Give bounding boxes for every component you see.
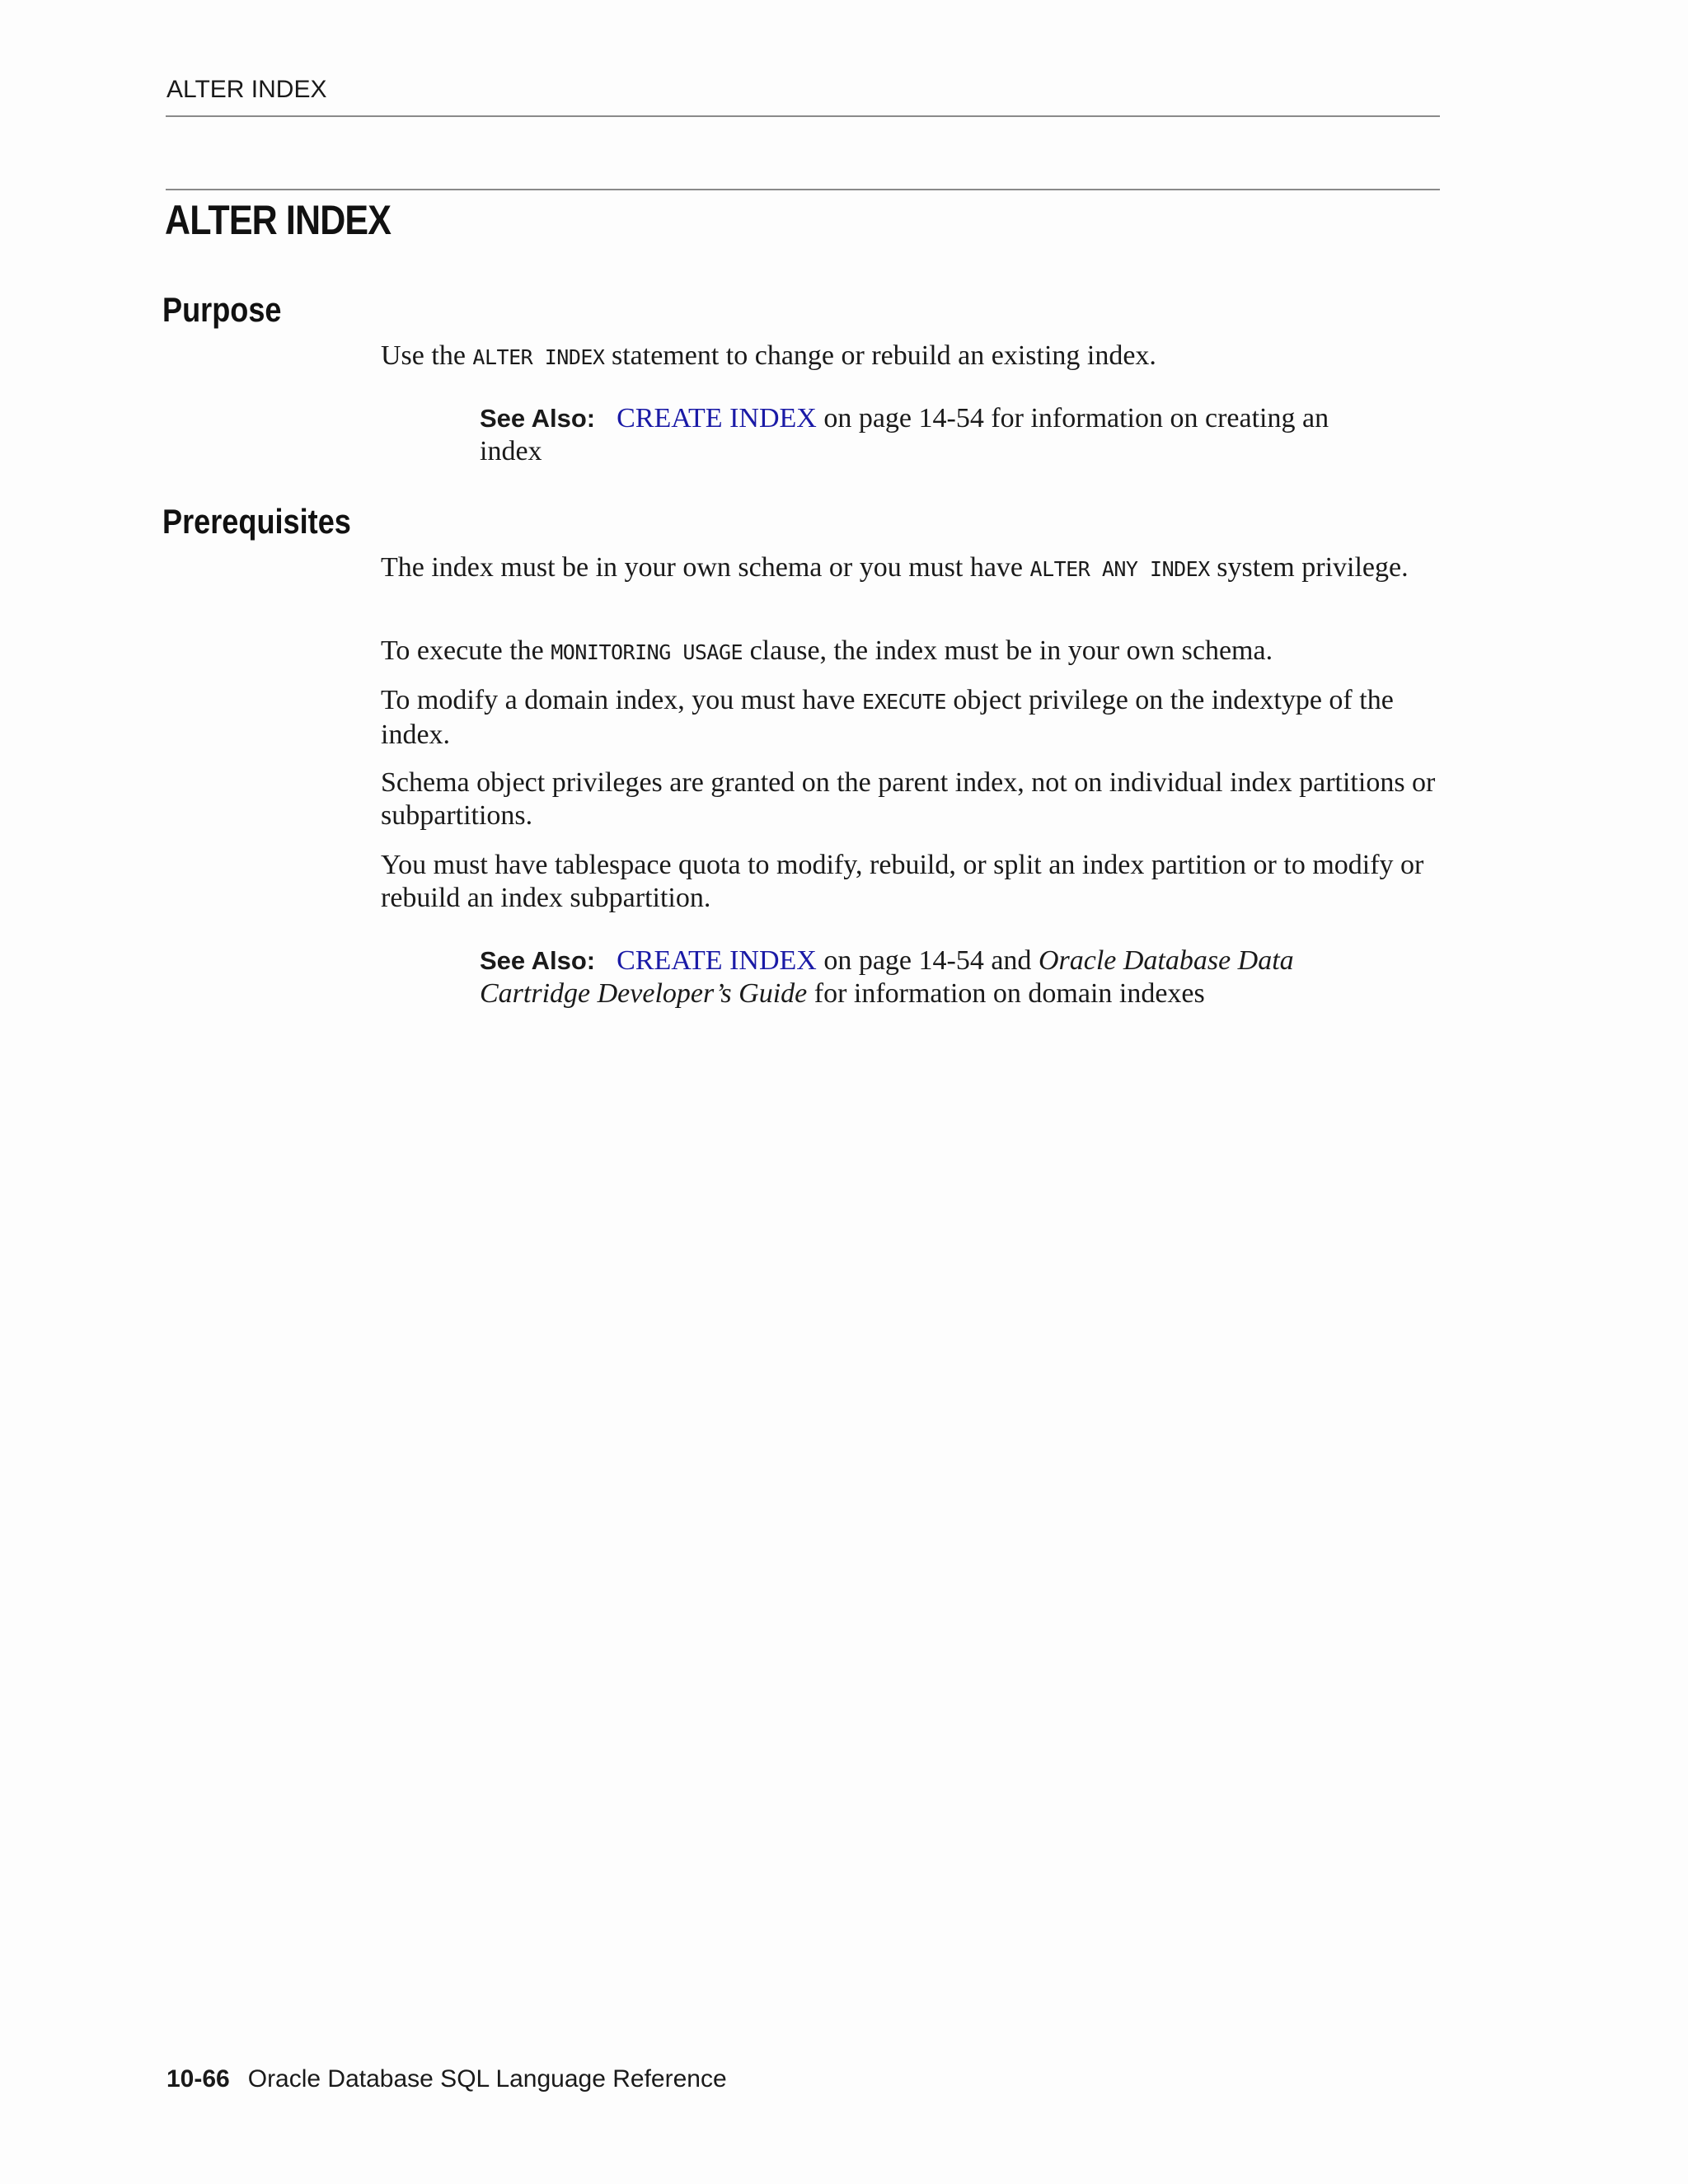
purpose-paragraph: Use the ALTER INDEX statement to change or rebuild an existing index. [381, 340, 1156, 371]
prereq-paragraph-5: You must have tablespace quota to modify, rebuild, or split an index partition or to modify or rebuild an index subpartition. [381, 850, 1424, 913]
purpose-heading: Purpose [162, 290, 282, 329]
prerequisites-heading: Prerequisites [162, 502, 351, 541]
prereq-paragraph-2: To execute the MONITORING USAGE clause, the index must be in your own schema. [381, 635, 1273, 666]
create-index-link[interactable]: CREATE INDEX [617, 403, 817, 434]
book-title-italic: Oracle Database Data Cartridge Developer’s Guide [480, 945, 1294, 1009]
header-rule [166, 115, 1440, 117]
page-number: 10-66 [166, 2065, 230, 2093]
prereq-paragraph-4: Schema object privileges are granted on the parent index, not on individual index partitions or subpartitions. [381, 767, 1436, 831]
prereq-paragraph-3: To modify a domain index, you must have EXECUTE object privilege on the indextype of the index. [381, 685, 1394, 750]
prereq-paragraph-1: The index must be in your own schema or you must have ALTER ANY INDEX system privilege. [381, 552, 1409, 583]
title-rule [166, 189, 1440, 190]
running-header: ALTER INDEX [166, 76, 327, 103]
inline-code: ALTER INDEX [472, 345, 605, 369]
purpose-see-also: See Also: CREATE INDEX on page 14-54 for information on creating an index [480, 403, 1329, 466]
see-also-label: See Also: [480, 946, 596, 975]
inline-code: EXECUTE [862, 690, 946, 714]
inline-code: ALTER ANY INDEX [1029, 557, 1210, 581]
see-also-label: See Also: [480, 404, 596, 433]
book-title: Oracle Database SQL Language Reference [247, 2065, 727, 2093]
page-footer [166, 2065, 727, 2093]
prereq-see-also: See Also: CREATE INDEX on page 14-54 and Oracle Database Data Cartridge Developer’s Guide for information on domain indexes [480, 945, 1294, 1009]
create-index-link[interactable]: CREATE INDEX [617, 945, 817, 976]
inline-code: MONITORING USAGE [551, 640, 743, 664]
page-title: ALTER INDEX [165, 197, 392, 243]
